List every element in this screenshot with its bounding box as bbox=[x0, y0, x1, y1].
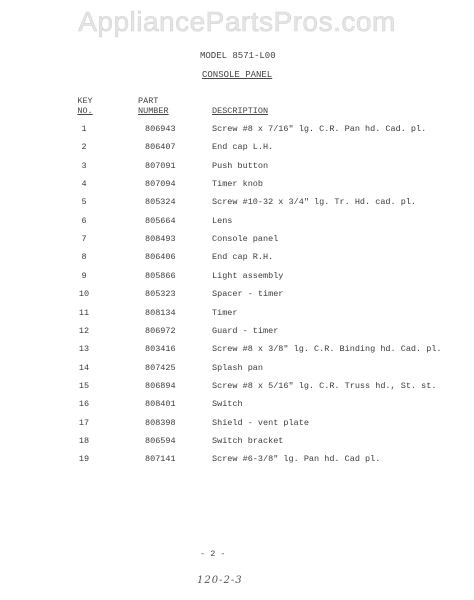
key-number: 3 bbox=[81, 160, 87, 171]
part-description: Timer bbox=[212, 307, 238, 318]
key-header-line1: KEY bbox=[77, 96, 93, 106]
table-row bbox=[0, 308, 474, 320]
table-row bbox=[0, 454, 474, 466]
key-column-header bbox=[72, 96, 98, 116]
part-description: End cap L.H. bbox=[212, 142, 274, 153]
section-title: CONSOLE PANEL bbox=[202, 70, 273, 80]
table-row bbox=[0, 381, 474, 393]
part-number: 805664 bbox=[145, 215, 176, 226]
key-number: 18 bbox=[78, 435, 90, 446]
part-number: 805324 bbox=[145, 197, 176, 208]
table-row bbox=[0, 124, 474, 136]
part-description: Screw #10-32 x 3/4" lg. Tr. Hd. cad. pl. bbox=[212, 197, 417, 208]
key-number: 16 bbox=[78, 399, 90, 410]
key-number: 14 bbox=[78, 362, 90, 373]
part-column-header bbox=[138, 96, 182, 116]
watermark-logo: AppliancePartsPros.com bbox=[78, 6, 396, 37]
key-number: 12 bbox=[78, 325, 90, 336]
key-number: 19 bbox=[78, 454, 90, 465]
part-header-line1: PART bbox=[138, 96, 159, 106]
part-description: Light assembly bbox=[212, 270, 284, 281]
part-number: 807091 bbox=[145, 160, 176, 171]
part-description: Splash pan bbox=[212, 362, 264, 373]
part-number: 807094 bbox=[145, 179, 176, 190]
table-row bbox=[0, 436, 474, 448]
part-number: 808134 bbox=[145, 307, 176, 318]
key-number: 1 bbox=[81, 124, 87, 134]
part-description: Screw #8 x 7/16" lg. C.R. Pan hd. Cad. pl. bbox=[212, 124, 427, 134]
part-description: Guard - timer bbox=[212, 325, 279, 336]
part-number: 806972 bbox=[145, 325, 176, 336]
part-description: Console panel bbox=[212, 234, 279, 245]
key-number: 17 bbox=[78, 417, 90, 428]
handwritten-note: 120-2-3 bbox=[197, 575, 243, 586]
part-description: Switch bracket bbox=[212, 435, 284, 446]
table-row bbox=[0, 234, 474, 246]
key-number: 15 bbox=[78, 380, 90, 391]
part-description: Push button bbox=[212, 160, 269, 171]
page-number: - 2 - bbox=[200, 549, 226, 559]
part-description: Screw #8 x 3/8" lg. C.R. Binding hd. Cad. pl. bbox=[212, 344, 442, 355]
key-number: 11 bbox=[78, 307, 90, 318]
model-title: MODEL 8571-L00 bbox=[200, 51, 276, 61]
table-row bbox=[0, 179, 474, 191]
part-number: 806406 bbox=[145, 252, 176, 263]
part-description: Screw #6-3/8" lg. Pan hd. Cad pl. bbox=[212, 454, 381, 465]
part-number: 807425 bbox=[145, 362, 176, 373]
key-number: 10 bbox=[78, 289, 90, 300]
key-number: 8 bbox=[81, 252, 87, 263]
part-description: Shield - vent plate bbox=[212, 417, 309, 428]
part-description: Switch bbox=[212, 399, 243, 410]
table-row bbox=[0, 271, 474, 283]
part-description: End cap R.H. bbox=[212, 252, 274, 263]
key-number: 5 bbox=[81, 197, 87, 208]
table-row bbox=[0, 197, 474, 209]
table-row bbox=[0, 418, 474, 430]
part-number: 808401 bbox=[145, 399, 176, 410]
part-number: 805323 bbox=[145, 289, 176, 300]
key-number: 4 bbox=[81, 179, 87, 190]
description-column-header: DESCRIPTION bbox=[212, 106, 269, 116]
part-description: Screw #8 x 5/16" lg. C.R. Truss hd., St. st. bbox=[212, 380, 437, 391]
key-header-line2: NO. bbox=[77, 106, 93, 116]
key-number: 2 bbox=[81, 142, 87, 153]
key-number: 13 bbox=[78, 344, 90, 355]
part-number: 806594 bbox=[145, 435, 176, 446]
table-row bbox=[0, 363, 474, 375]
table-row bbox=[0, 344, 474, 356]
key-number: 6 bbox=[81, 215, 87, 226]
part-number: 806894 bbox=[145, 380, 176, 391]
table-row bbox=[0, 252, 474, 264]
table-row bbox=[0, 161, 474, 173]
part-number: 807141 bbox=[145, 454, 176, 465]
part-number: 806407 bbox=[145, 142, 176, 153]
table-row bbox=[0, 142, 474, 154]
key-number: 7 bbox=[81, 234, 87, 245]
part-number: 808493 bbox=[145, 234, 176, 245]
part-description: Spacer - timer bbox=[212, 289, 284, 300]
part-number: 806943 bbox=[145, 124, 176, 134]
key-number: 9 bbox=[81, 270, 87, 281]
part-number: 808398 bbox=[145, 417, 176, 428]
table-row bbox=[0, 399, 474, 411]
part-number: 805866 bbox=[145, 270, 176, 281]
part-header-line2: NUMBER bbox=[138, 106, 169, 116]
table-row bbox=[0, 326, 474, 338]
part-description: Timer knob bbox=[212, 179, 264, 190]
table-row bbox=[0, 216, 474, 228]
part-number: 803416 bbox=[145, 344, 176, 355]
part-description: Lens bbox=[212, 215, 233, 226]
table-row bbox=[0, 289, 474, 301]
